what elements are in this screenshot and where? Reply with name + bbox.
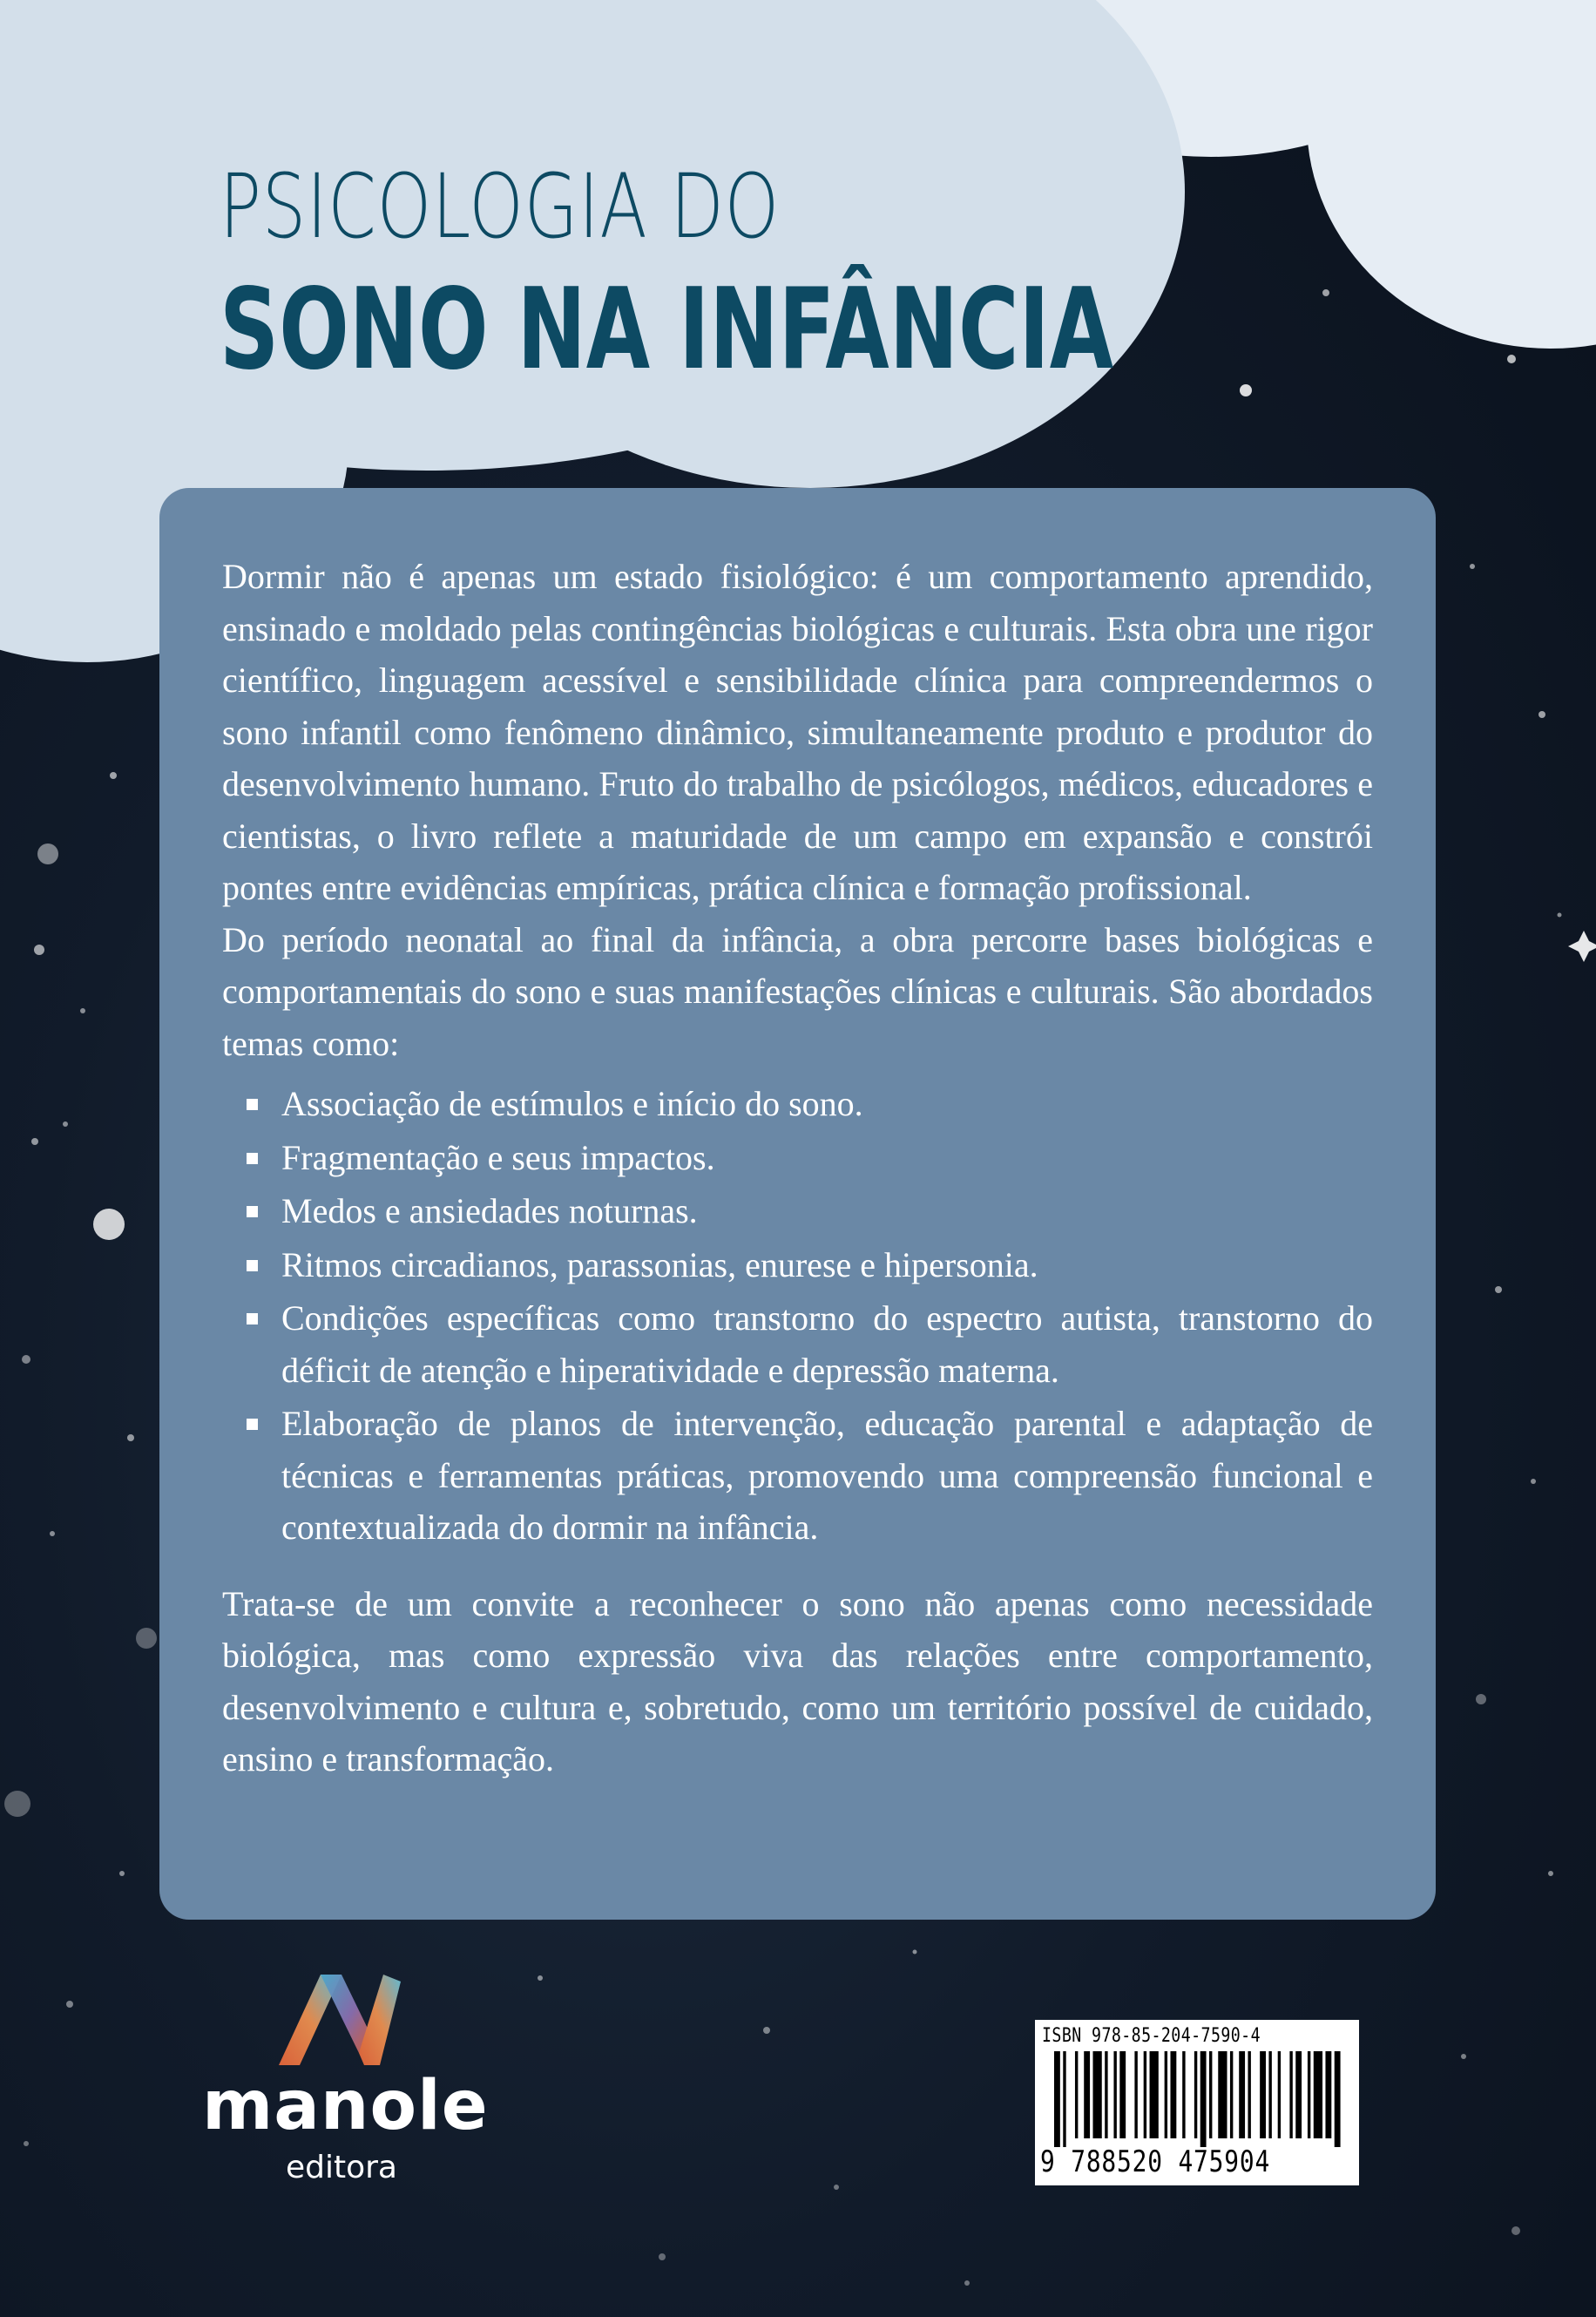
barcode-bar <box>1218 2051 1227 2138</box>
barcode-bar <box>1260 2051 1266 2138</box>
list-item: Condições específicas como transtorno do espectro autista, transtorno do déficit de atenção e hiperatividade e depressão materna. <box>222 1292 1373 1396</box>
barcode-bar <box>1289 2051 1292 2138</box>
barcode-bar <box>1209 2051 1212 2138</box>
ean-digits: 9 788520 475904 <box>1040 2144 1271 2179</box>
synopsis-closing: Trata-se de um convite a reconhecer o sono não apenas como necessidade biológica, mas como expressão viva das relações entre comportamento, desenvolvimento e cultura e, sobretudo, como um território possível de cuidado, ensino e transformação. <box>222 1583 1373 1778</box>
barcode-bar <box>1063 2051 1065 2147</box>
bullet-square-icon <box>247 1206 258 1217</box>
bullet-square-icon <box>247 1313 258 1324</box>
manole-logo-icon <box>274 1969 406 2070</box>
barcode-bar <box>1170 2051 1176 2138</box>
barcode-bar <box>1278 2051 1281 2138</box>
title-line-1: PSICOLOGIA DO <box>220 155 781 259</box>
publisher-logo <box>202 1969 489 2187</box>
barcode-bar <box>1144 2051 1146 2138</box>
synopsis-panel <box>159 488 1436 1920</box>
synopsis-intro: Dormir não é apenas um estado fisiológico: é um comportamento aprendido, ensinado e moldado pelas contingências biológicas e culturais. Esta obra une rigor científico, linguagem acessível e sensibilidade clínica para compreendermos o sono infantil como fenômeno dinâmico, simultaneamente produto e produtor do desenvolvimento humano. Fruto do trabalho de psicólogos, médicos, educadores e cientistas, o livro reflete a maturidade de um campo em expansão e constrói pontes entre evidências empíricas, prática clínica e formação profissional. <box>222 557 1373 907</box>
barcode-bar <box>1182 2051 1185 2138</box>
barcode-bar <box>1150 2051 1159 2138</box>
barcode-bar <box>1084 2051 1090 2138</box>
publisher-subtitle: editora <box>285 2150 397 2185</box>
isbn-label: ISBN 978-85-204-7590-4 <box>1042 2025 1261 2047</box>
list-item: Associação de estímulos e início do sono. <box>222 1078 1373 1130</box>
barcode-bar <box>1295 2051 1302 2138</box>
barcode-bar <box>1105 2051 1107 2138</box>
barcode-bar <box>1194 2051 1197 2138</box>
barcode-bar <box>1308 2051 1310 2138</box>
topics-list <box>222 1078 1373 1554</box>
list-item: Medos e ansiedades noturnas. <box>222 1185 1373 1237</box>
bullet-square-icon <box>247 1153 258 1164</box>
barcode-bar <box>1119 2051 1126 2138</box>
barcode-bar <box>1200 2051 1207 2147</box>
barcode-bar <box>1248 2051 1250 2138</box>
barcode-bar <box>1054 2051 1060 2147</box>
book-title <box>220 155 1178 396</box>
publisher-name: manole <box>202 2067 489 2145</box>
list-item: Ritmos circadianos, parassonias, enurese e hipersonia. <box>222 1239 1373 1291</box>
list-item: Elaboração de planos de intervenção, educação parental e adaptação de técnicas e ferramentas práticas, promovendo uma compreensão funcional e contextualizada do dormir na infância. <box>222 1398 1373 1554</box>
bullet-square-icon <box>247 1419 258 1430</box>
isbn-barcode <box>1035 2020 1359 2185</box>
barcode-bar <box>1325 2051 1331 2138</box>
list-item: Fragmentação e seus impactos. <box>222 1132 1373 1184</box>
barcode-bar <box>1134 2051 1137 2138</box>
barcode-bars <box>1054 2051 1343 2147</box>
barcode-bar <box>1092 2051 1101 2138</box>
barcode-bar <box>1268 2051 1271 2138</box>
barcode-bar <box>1314 2051 1322 2138</box>
bullet-square-icon <box>247 1260 258 1271</box>
barcode-bar <box>1239 2051 1245 2138</box>
barcode-bar <box>1113 2051 1116 2138</box>
barcode-bar <box>1075 2051 1078 2138</box>
barcode-bar <box>1165 2051 1167 2138</box>
barcode-bar <box>1335 2051 1341 2147</box>
bullet-square-icon <box>247 1099 258 1110</box>
star-sparkle-icon <box>1568 931 1596 962</box>
synopsis-scope: Do período neonatal ao final da infância, a obra percorre bases biológicas e comportamentais do sono e suas manifestações clínicas e culturais. São abordados temas como: <box>222 919 1373 1063</box>
barcode-bar <box>1230 2051 1233 2138</box>
title-line-2: SONO NA INFÂNCIA <box>220 265 1114 395</box>
